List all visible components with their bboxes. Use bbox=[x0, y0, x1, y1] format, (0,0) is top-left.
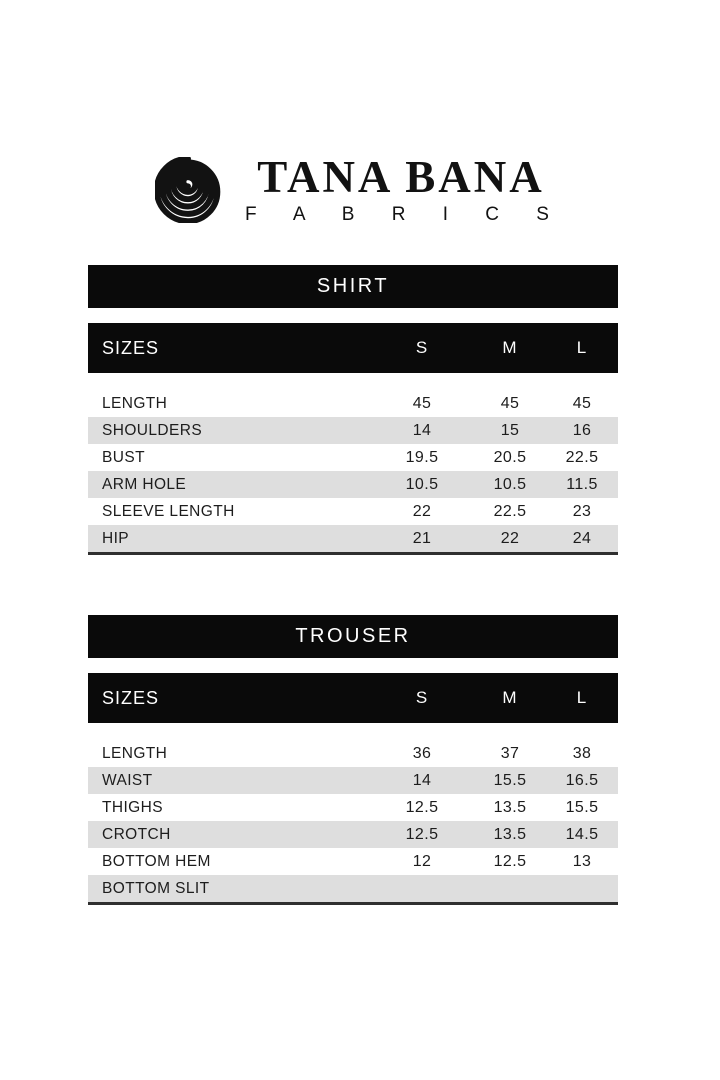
row-value: 19.5 bbox=[405, 448, 439, 466]
row-value: 23 bbox=[572, 502, 592, 520]
row-value: 12.5 bbox=[493, 852, 527, 870]
table-body bbox=[88, 390, 618, 555]
row-value: 22.5 bbox=[493, 502, 527, 520]
brand-tagline: F A B R I C S bbox=[245, 203, 565, 225]
table-title-banner bbox=[88, 265, 618, 308]
header-col-l: L bbox=[576, 688, 588, 707]
row-value: 22.5 bbox=[565, 448, 599, 466]
row-value: 16 bbox=[572, 421, 592, 439]
row-label: BOTTOM HEM bbox=[102, 852, 211, 870]
table-row bbox=[88, 417, 618, 444]
header-col-m: M bbox=[502, 338, 518, 357]
table-header-row bbox=[88, 673, 618, 723]
table-header-row bbox=[88, 323, 618, 373]
row-value: 38 bbox=[572, 744, 592, 762]
row-value: 15.5 bbox=[565, 798, 599, 816]
row-value: 16.5 bbox=[565, 771, 599, 789]
table-row bbox=[88, 525, 618, 552]
row-value: 14 bbox=[412, 421, 432, 439]
size-tables bbox=[88, 265, 618, 905]
table-title-banner bbox=[88, 615, 618, 658]
row-value: 13.5 bbox=[493, 825, 527, 843]
row-value: 45 bbox=[412, 394, 432, 412]
header-col-s: S bbox=[415, 338, 429, 357]
table-title: SHIRT bbox=[316, 275, 390, 297]
row-label: LENGTH bbox=[102, 394, 168, 412]
row-value: 12.5 bbox=[405, 798, 439, 816]
row-value: 24 bbox=[572, 529, 592, 547]
row-value: 10.5 bbox=[405, 475, 439, 493]
row-label: BUST bbox=[102, 448, 145, 466]
row-value: 21 bbox=[412, 529, 432, 547]
row-value: 12 bbox=[412, 852, 432, 870]
row-label: CROTCH bbox=[102, 825, 171, 843]
row-label: LENGTH bbox=[102, 744, 168, 762]
row-value: 12.5 bbox=[405, 825, 439, 843]
row-value: 45 bbox=[572, 394, 592, 412]
table-row bbox=[88, 390, 618, 417]
table-row bbox=[88, 875, 618, 902]
table-row bbox=[88, 740, 618, 767]
table-row bbox=[88, 848, 618, 875]
row-value: 20.5 bbox=[493, 448, 527, 466]
header-sizes-label: SIZES bbox=[102, 687, 160, 708]
row-value: 14.5 bbox=[565, 825, 599, 843]
row-value: 15 bbox=[500, 421, 520, 439]
row-value: 11.5 bbox=[566, 475, 598, 493]
table-row bbox=[88, 471, 618, 498]
row-label: WAIST bbox=[102, 771, 153, 789]
brand-text-block bbox=[237, 151, 565, 226]
row-value: 22 bbox=[412, 502, 432, 520]
table-row bbox=[88, 444, 618, 471]
row-label: BOTTOM SLIT bbox=[102, 879, 210, 897]
size-table bbox=[88, 265, 618, 555]
table-title: TROUSER bbox=[295, 625, 411, 647]
header-col-m: M bbox=[502, 688, 518, 707]
row-value: 15.5 bbox=[493, 771, 527, 789]
row-value: 10.5 bbox=[493, 475, 527, 493]
brand-name: TANA BANA bbox=[257, 151, 545, 202]
header-col-l: L bbox=[576, 338, 588, 357]
row-value: 37 bbox=[500, 744, 520, 762]
row-label: HIP bbox=[102, 529, 130, 547]
table-body bbox=[88, 740, 618, 905]
row-label: THIGHS bbox=[102, 798, 163, 816]
row-label: SLEEVE LENGTH bbox=[102, 502, 235, 520]
table-row bbox=[88, 821, 618, 848]
row-label: ARM HOLE bbox=[102, 475, 187, 493]
header-sizes-label: SIZES bbox=[102, 337, 160, 358]
header-col-s: S bbox=[415, 688, 429, 707]
brand-logo bbox=[0, 150, 720, 230]
size-table bbox=[88, 615, 618, 905]
table-row bbox=[88, 498, 618, 525]
row-value: 14 bbox=[412, 771, 432, 789]
row-value: 22 bbox=[500, 529, 520, 547]
table-row bbox=[88, 767, 618, 794]
row-value: 13 bbox=[572, 852, 592, 870]
table-row bbox=[88, 794, 618, 821]
row-value: 13.5 bbox=[493, 798, 527, 816]
row-value: 45 bbox=[500, 394, 520, 412]
row-label: SHOULDERS bbox=[102, 421, 203, 439]
spiral-icon bbox=[155, 157, 221, 223]
row-value: 36 bbox=[412, 744, 432, 762]
